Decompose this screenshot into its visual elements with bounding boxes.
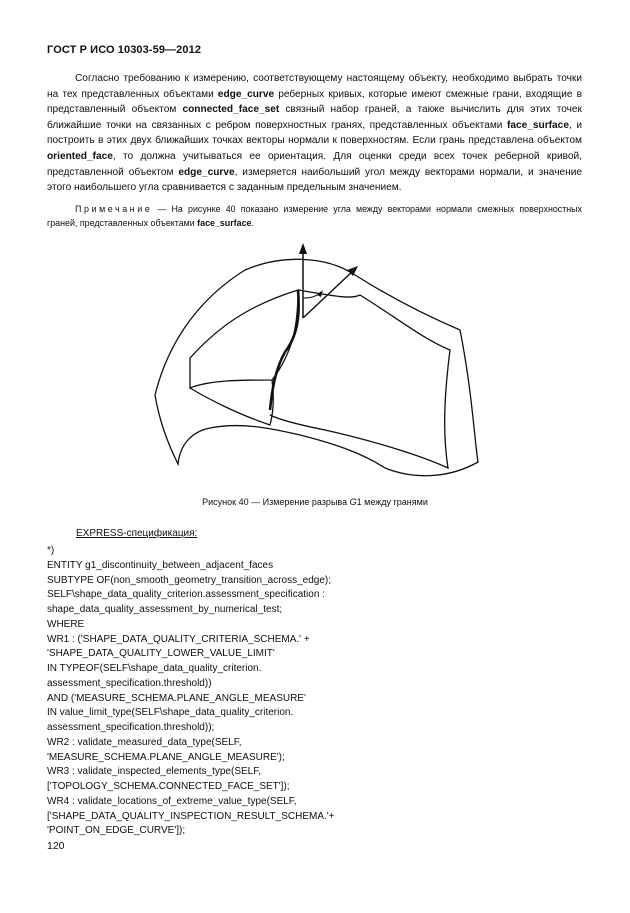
express-title: EXPRESS-спецификация:: [76, 528, 198, 539]
code-line: SUBTYPE OF(non_smooth_geometry_transition_across_edge);: [47, 574, 332, 586]
document-header: ГОСТ Р ИСО 10303-59—2012: [47, 44, 202, 56]
para-text: Согласно требованию к измерению, соответствующему настоящему объекту, необходимо выбрать точки на тех представленных объектами: [47, 73, 582, 100]
para-text: , то должна учитываться ее ориентация. Для оценки среди всех точек реберной кривой, представленной объектом: [47, 150, 582, 178]
code-line: AND ('MEASURE_SCHEMA.PLANE_ANGLE_MEASURE': [47, 692, 306, 704]
note-label: Примечание: [75, 204, 153, 214]
caption-text: Рисунок 40 — Измерение разрыва: [202, 497, 350, 507]
code-line: WR2 : validate_measured_data_type(SELF,: [47, 736, 242, 748]
code-line: WR1 : ('SHAPE_DATA_QUALITY_CRITERIA_SCHEMA.' +: [47, 633, 310, 645]
code-line: IN TYPEOF(SELF\shape_data_quality_criterion.: [47, 663, 262, 674]
arrowhead-1: [299, 243, 307, 254]
code-line: 'SHAPE_DATA_QUALITY_LOWER_VALUE_LIMIT': [47, 648, 275, 660]
express-code-block: [47, 544, 587, 839]
note-text: — На рисунке 40 показано измерение угла между векторами нормали смежных поверхностных граней, представленных объектами: [47, 204, 582, 228]
code-line: assessment_specification.threshold));: [47, 722, 215, 733]
code-line: 'MEASURE_SCHEMA.PLANE_ANGLE_MEASURE');: [47, 751, 285, 763]
para-term: edge_curve: [217, 88, 275, 100]
code-line: WHERE: [47, 618, 85, 630]
left-face-surface: [190, 290, 298, 388]
figure-40: [150, 240, 490, 480]
code-line: ['TOPOLOGY_SCHEMA.CONNECTED_FACE_SET']);: [47, 781, 290, 792]
code-line: *): [47, 545, 55, 556]
code-line: WR4 : validate_locations_of_extreme_value_type(SELF,: [47, 795, 297, 807]
edge-curve: [270, 290, 299, 410]
normal-vector-2: [303, 270, 354, 318]
code-line: assessment_specification.threshold)): [47, 677, 212, 689]
left-face-lower: [190, 380, 273, 425]
para-text: реберных кривых, которые имеют смежные грани, входящие в представленный объектом: [47, 88, 582, 116]
code-line: IN value_limit_type(SELF\shape_data_quality_criterion.: [47, 707, 294, 719]
note-paragraph: [47, 203, 582, 230]
code-line: WR3 : validate_inspected_elements_type(SELF,: [47, 766, 262, 778]
code-line: 'POINT_ON_EDGE_CURVE']);: [47, 825, 186, 837]
outer-face-surface: [155, 259, 478, 475]
note-term: face_surface: [197, 217, 252, 228]
code-line: ['SHAPE_DATA_QUALITY_INSPECTION_RESULT_SCHEMA.'+: [47, 810, 335, 822]
code-line: ENTITY g1_discontinuity_between_adjacent_faces: [47, 559, 274, 571]
body-paragraph: [47, 71, 582, 196]
para-term: oriented_face: [47, 150, 113, 162]
caption-italic: G: [349, 497, 357, 507]
para-term: edge_curve: [178, 166, 235, 178]
para-text: , измеряется наибольший угол между векторами нормали, и значение этого наибольшего угла сравнивается с заданным предельным значением.: [47, 166, 582, 194]
faces-normals-diagram: [150, 240, 490, 480]
note-text: .: [251, 217, 254, 228]
para-term: connected_face_set: [182, 104, 280, 116]
para-term: face_surface: [507, 119, 569, 131]
page-number: 120: [47, 840, 65, 852]
code-line: SELF\shape_data_quality_criterion.assessment_specification :: [47, 589, 325, 601]
figure-caption: [0, 497, 630, 507]
caption-text: 1 между гранями: [356, 497, 428, 507]
code-line: shape_data_quality_assessment_by_numerical_test;: [47, 604, 283, 615]
para-text: , и построить в этих двух ближайших точках векторы нормали к поверхностям. Если грань представлена объектом: [47, 119, 582, 147]
para-text: связный набор граней, а также вычислить для этих точек ближайшие точки на связанных с ребром поверхностных гранях, представленных объектами: [47, 104, 582, 131]
